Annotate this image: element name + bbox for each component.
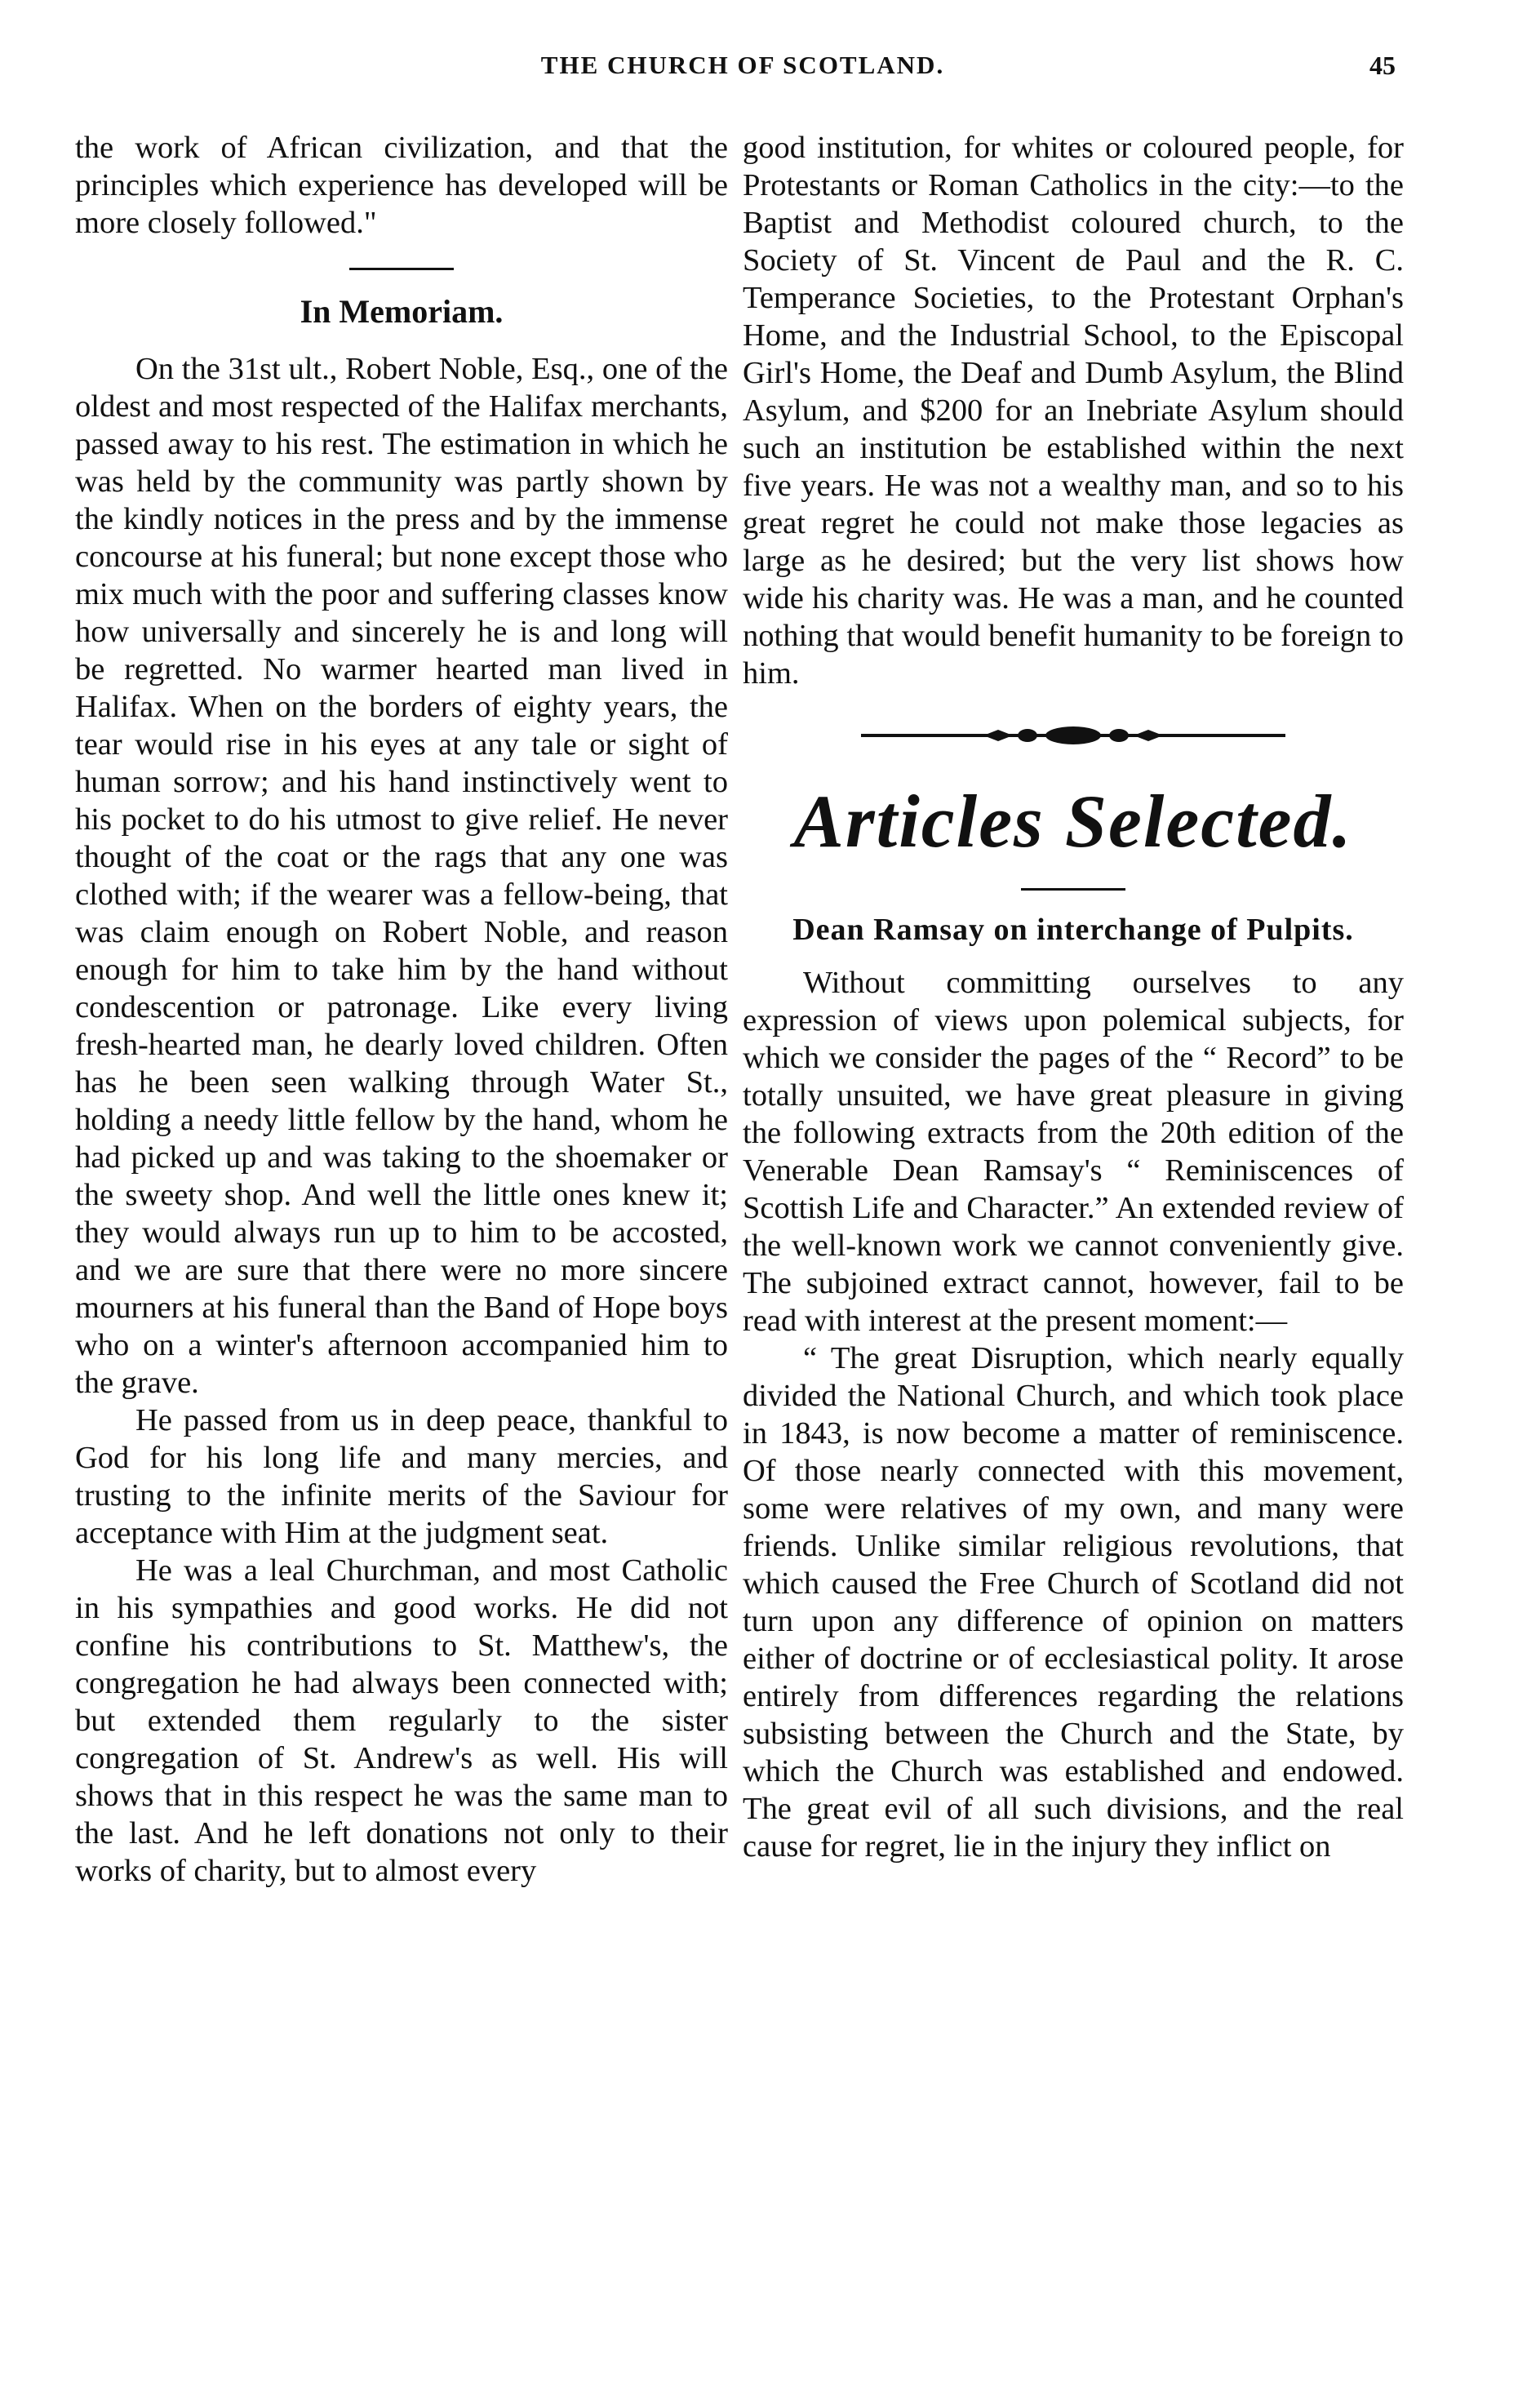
memoriam-paragraph: On the 31st ult., Robert Noble, Esq., one of the oldest and most respected of the Halifax merchants, passed away to his rest. The estimation in which he was held by the community was partly shown by the kindly notices in the press and by the immense concourse at his funeral; but none except those who mix much with the poor and suffering classes know how universally and sincerely he is and long will be regretted. No warmer hearted man lived in Halifax. When on the borders of eighty years, the tear would rise in his eyes at any tale or sight of human sorrow; and his hand instinctively went to his pocket to do his utmost to give relief. He never thought of the coat or the rags that any one was clothed with; if the wearer was a fellow-being, that was claim enough on Robert Noble, and reason enough for him to take him by the hand without condescention or patronage. Like every living fresh-hearted man, he dearly loved children. Often has he been seen walking through Water St., holding a needy little fellow by the hand, whom he had picked up and was taking to the shoemaker or the sweety shop. And well the little ones knew it; they would always run up to him to be accosted, and we are sure that there were no more sincere mourners at his funeral than the Band of Hope boys who on a winter's afternoon accompanied him to the grave. <box>75 352 728 1400</box>
article-heading: Dean Ramsay on interchange of Pulpits. <box>792 913 1354 947</box>
running-title: THE CHURCH OF SCOTLAND. <box>540 51 945 79</box>
title-underline <box>1021 888 1125 891</box>
memoriam-heading: In Memoriam. <box>300 293 504 330</box>
running-head <box>0 51 1518 87</box>
continued-paragraph: the work of African civilization, and that the principles which experience has developed will be more closely followed." <box>75 131 728 240</box>
memoriam-paragraph: He passed from us in deep peace, thankful to God for his long life and many mercies, and trusting to the infinite merits of the Saviour for acceptance with Him at the judgment seat. <box>75 1403 728 1550</box>
section-divider <box>349 268 454 270</box>
right-column <box>743 129 1404 1865</box>
articles-selected-title: Articles Selected. <box>793 780 1353 863</box>
memoriam-paragraph: He was a leal Churchman, and most Catholic in his sympathies and good works. He did not confine his contributions to St. Matthew's, the congregation he had always been connected with; but extended them regularly to the sister congregation of St. Andrew's as well. His will shows that in this respect he was the same man to the last. And he left donations not only to their works of charity, but to almost every <box>75 1553 728 1888</box>
page-number: 45 <box>1369 51 1396 80</box>
article-paragraph: “ The great Disruption, which nearly equally divided the National Church, and which took place in 1843, is now become a matter of reminiscence. Of those nearly connected with this movement, some were relatives of my own, and many were friends. Unlike similar religious revolutions, that which caused the Free Church of Scotland did not turn upon any difference of opinion on matters either of doctrine or of ecclesiastical polity. It arose entirely from differences regarding the relations subsisting between the Church and the State, by which the Church was established and endowed. The great evil of all such divisions, and the real cause for regret, lie in the injury they inflict on <box>743 1341 1404 1864</box>
ornamental-rule <box>853 723 1294 748</box>
left-column <box>75 129 728 1890</box>
continued-paragraph: good institution, for whites or coloured people, for Protestants or Roman Catholics in the city:—to the Baptist and Methodist coloured church, to the Society of St. Vincent de Paul and the R. C. Temperance Societies, to the Protestant Orphan's Home, and the Industrial School, to the Episcopal Girl's Home, the Deaf and Dumb Asylum, the Blind Asylum, and $200 for an Inebriate Asylum should such an institution be established within the next five years. He was not a wealthy man, and so to his great regret he could not make those legacies as large as he desired; but the very list shows how wide his charity was. He was a man, and he counted nothing that would benefit humanity to be foreign to him. <box>743 131 1404 691</box>
article-paragraph: Without committing ourselves to any expression of views upon polemical subjects, for which we consider the pages of the “ Record” to be totally unsuited, we have great pleasure in giving the following extracts from the 20th edition of the Venerable Dean Ramsay's “ Reminiscences of Scottish Life and Character.” An extended review of the well-known work we cannot conveniently give. The subjoined extract cannot, however, fail to be read with interest at the present moment:— <box>743 966 1404 1338</box>
